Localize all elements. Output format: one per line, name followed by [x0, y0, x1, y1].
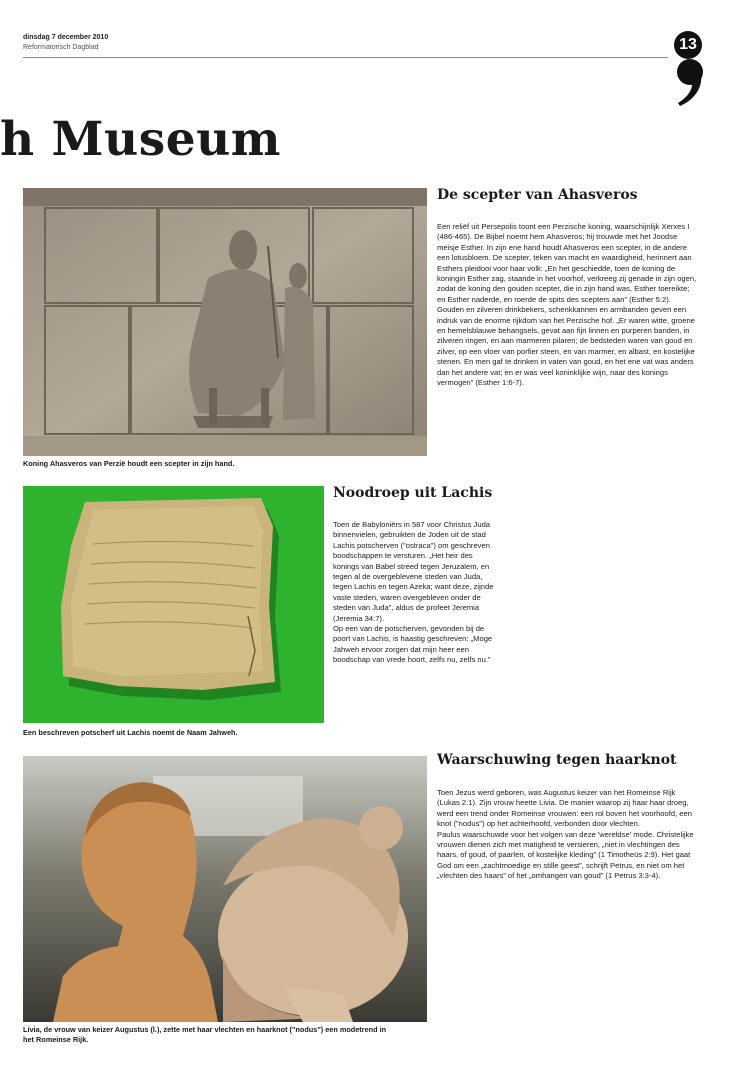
page-headline: h Museum [0, 112, 281, 167]
persepolis-relief-photo [23, 188, 427, 456]
busts-photo-caption: Livia, de vrouw van keizer Augustus (l.), zette met haar vlechten en haarknot ("nodus") een modetrend in het Romeinse Rijk. [23, 1025, 387, 1044]
augustus-livia-busts-photo [23, 756, 427, 1022]
article-title-scepter: De scepter van Ahasveros [437, 187, 638, 203]
article-body-lachis [333, 520, 498, 666]
article-body-haarknot [437, 788, 699, 882]
page-number-badge: 13 [674, 31, 702, 59]
comma-logo-icon [674, 58, 706, 108]
lachis-potsherd-photo [23, 486, 324, 723]
header-rule [23, 57, 668, 58]
paragraph: Op een van de potscherven, gevonden bij de poort van Lachis, is haastig geschreven: „Moge Jahweh ervoor zorgen dat mijn heer een boodschap van vrede hoort, zelfs nu, zelfs nu.” [333, 624, 493, 665]
article-body-scepter [437, 222, 699, 389]
paragraph: Een reliëf uit Persepolis toont een Perzische koning, waarschijnlijk Xerxes I (486-465). De Bijbel noemt hem Ahasveros; hij trouwde met het Joodse meisje Esther. In zijn ene hand houdt Ahasveros een scepter, in de andere een lotusbloem. De scepter, teken van macht en waardigheid, herinnert aan Esthers pleidooi voor haar volk: „En het geschiedde, toen de koning de koningin Esther zag, staande in het voorhof, verkreeg zij genade in zijn ogen, zodat de koning den gouden scepter, die in zijn hand was, Esther toereikte; en Esther naderde, en roerde de spits des scepters aan” (Esther 5:2). [437, 222, 697, 304]
article-title-lachis: Noodroep uit Lachis [333, 485, 493, 501]
issue-date: dinsdag 7 december 2010 [23, 34, 109, 41]
paragraph: Toen de Babyloniërs in 587 voor Christus Juda binnenvielen, gebruikten de Joden uit de stad Lachis potscherven ("ostraca") om geschreven boodschappen te versturen. „Het heir des konings van Babel streed tegen Jeruzalem, en tegen al de overgeblevene steden van Juda, tegen Lachis en tegen Azeka; want deze, zijnde vaste steden, waren overgebleven onder de steden van Juda”, aldus de profeet Jeremia (Jeremia 34:7). [333, 520, 494, 623]
potsherd-photo-caption: Een beschreven potscherf uit Lachis noemt de Naam Jahweh. [23, 728, 238, 737]
paragraph: Gouden en zilveren drinkbekers, schenkkannen en armbanden geven een indruk van de enorme rijkdom van het Perzische hof. „Er waren witte, groene en hemelsblauwe behangsels, gevat aan fijn linnen en purperen banden, in zilveren ringen, en aan marmeren pilaren; de bedsteden waren van goud en zilver, op een vloer van porfier steen, en van marmer, en albast, en kostelijke stenen. En men gaf te drinken in vaten van goud, en het ene vat was anders dan het andere vat; en er was veel koninklijke wijn, naar des konings vermogen” (Esther 1:6-7). [437, 305, 695, 388]
paragraph: Paulus waarschuwde voor het volgen van deze 'wereldse' mode. Christelijke vrouwen dienen zich met matigheid te versieren, „niet in vlechtingen des haars, of goud, of paarlen, of kostelijke kleding” (1 Timotheüs 2:9). Het gaat God om een „zachtmoedige en stille geest”, schrijft Petrus, en niet om het „vlechten des haars” of het „omhangen van goud” (1 Petrus 3:3-4). [437, 829, 694, 881]
relief-photo-caption: Koning Ahasveros van Perzië houdt een scepter in zijn hand. [23, 459, 235, 468]
newspaper-name: Reformatorisch Dagblad [23, 44, 99, 51]
article-title-haarknot: Waarschuwing tegen haarknot [437, 752, 677, 768]
paragraph: Toen Jezus werd geboren, was Augustus keizer van het Romeinse Rijk (Lukas 2:1). Zijn vrouw heette Livia. De manier waarop zij haar haar droeg, werd een trend onder Romeinse vrouwen: een rol boven het voorhoofd, een knot ("nodus") op het achterhoofd, verbonden door vlechten. [437, 788, 692, 829]
